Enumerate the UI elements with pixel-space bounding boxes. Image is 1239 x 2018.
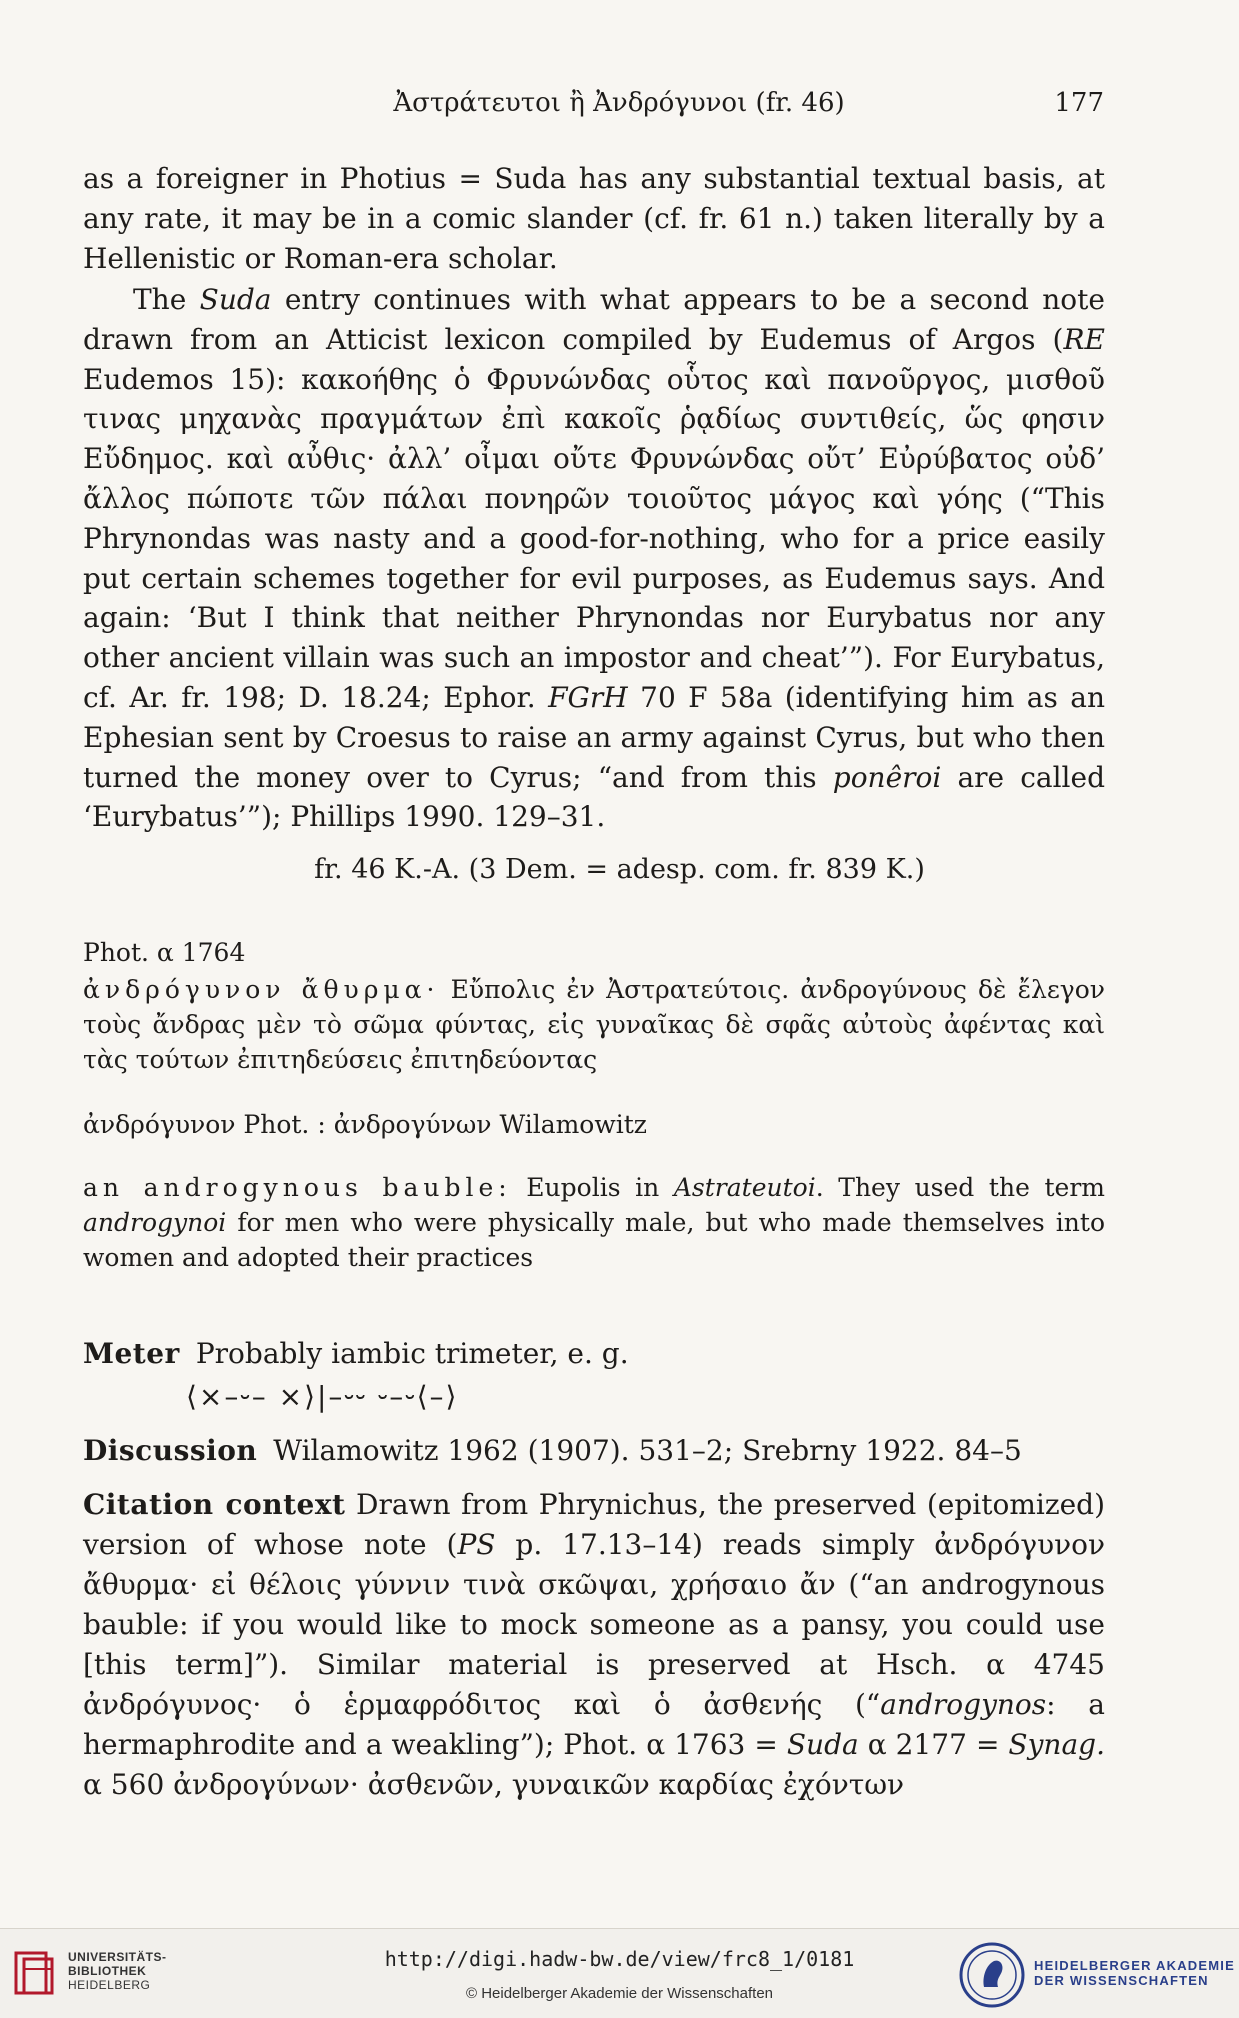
discussion-section [83,1431,1022,1471]
meter-text: Probably iambic trimeter, e. g. [195,1337,629,1370]
reference-abbrev: PS [457,1528,496,1561]
fragment-heading: fr. 46 K.-A. (3 Dem. = adesp. com. fr. 839 K.) [314,854,925,885]
copyright-notice: © Heidelberger Akademie der Wissenschaften [465,1985,774,2002]
commentary-text: are called ‘Eurybatus’”); Phillips 1990. 129–31. [83,760,1105,834]
academy-name: HEIDELBERGER AKADEMIE DER WISSENSCHAFTEN [1034,1958,1235,1988]
work-title: Synag. [1008,1728,1105,1761]
term: androgynoi [83,1208,227,1237]
meter-label: Meter [83,1337,180,1370]
viewer-footer [0,1928,1239,2018]
translation-lemma: an androgynous bauble: [83,1173,512,1202]
fragment-greek-text [83,972,1105,1077]
commentary-text: The [133,283,200,316]
term: ponêroi [832,760,942,794]
reference-abbrev: RE [1063,322,1105,356]
reference-abbrev: FGrH [548,680,628,714]
discussion-text: Wilamowitz 1962 (1907). 531–2; Srebrny 1922. 84–5 [273,1434,1022,1467]
page-number: 177 [1054,88,1104,118]
fragment-translation: an androgynous bauble: Eupolis in Astrateutoi. They used the term androgynoi for men who were physically male, but who made themselves into women and adopted their practices [83,1173,1105,1272]
discussion-label: Discussion [83,1434,258,1467]
commentary-text: 70 F 58a (identifying him as an Ephesian sent by Croesus to raise an army against Cyrus, but who then turned the money over to Cyrus; “and from this [83,680,1105,794]
commentary-text: Eudemos 15): κακοήθης ὁ Φρυνώνδας οὗτος καὶ πανοῦργος, μισθοῦ τινας μηχανὰς πραγμάτων ἐπὶ κακοῖς ῥᾳδίως συντιθείς, ὥς φησιν Εὔδημος. καὶ αὖθις· ἀλλ’ οἶμαι οὔτε Φρυνώνδας οὔτ’ Εὐρύβατος οὐδ’ ἄλλος πώποτε τῶν πάλαι πονηρῶν τοιοῦτος μάγος καὶ γόης (“This Phrynondas was nasty and a good-for-nothing, who for a price easily put certain schemes together for evil purposes, as Eudemus says. And again: ‘But I think that neither Phrynondas nor Eurybatus nor any other ancient villain was such an impostor and cheat’”). For Eurybatus, cf. Ar. fr. 198; D. 18.24; Ephor. [83,362,1105,714]
fragment-greek: Εὔπολις ἐν Ἀστρατεύτοις. ἀνδρογύνους δὲ ἔλεγον τοὺς ἄνδρας μὲν τὸ σῶμα φύντας, εἰς γυναῖκας δὲ σφᾶς αὐτοὺς ἀφέντας καὶ τὰς τούτων ἐπιτηδεύσεις ἐπιτηδεύοντας [83,975,1105,1074]
commentary-text: entry continues with what appears to be a second note drawn from an Atticist lexicon compiled by Eudemus of Argos ( [83,283,1105,356]
work-title: Suda [199,283,272,316]
running-head-title: Ἀστράτευτοι ἢ Ἀνδρόγυνοι (fr. 46) [393,88,845,118]
citation-context-section: Citation context Drawn from Phrynichus, the preserved (epitomized) version of whose note (PS p. 17.13–14) reads simply ἀνδρόγυνον ἄθυρμα· εἰ θέλοις γύννιν τινὰ σκῶψαι, χρήσαιο ἄν (“an androgynous bauble: if you would like to mock someone as a pansy, you could use [this term]”). Similar material is preserved at Hsch. α 4745 ἀνδρόγυνος· ὁ ἑρμαφρόδιτος καὶ ὁ ἀσθενής (“androgynos: a hermaphrodite and a weakling”); Phot. α 1763 = Suda α 2177 = Synag. α 560 ἀνδρογύνων· ἀσθενῶν, γυναικῶν καρδίας ἐχόντων [83,1488,1106,1801]
commentary-paragraph-1 [83,159,1105,278]
university-library-name: UNIVERSITÄTS- BIBLIOTHEK HEIDELBERG [68,1950,167,1992]
fragment-source: Phot. α 1764 [83,938,246,967]
play-title: Astrateutoi [673,1173,816,1202]
citation-label: Citation context [83,1488,346,1521]
permalink-url[interactable]: http://digi.hadw-bw.de/view/frc8_1/0181 [384,1947,855,1971]
academy-seal-icon [958,1941,1026,2009]
term: androgynos [880,1688,1047,1721]
work-title: Suda [786,1728,859,1761]
apparatus-criticus: ἀνδρόγυνον Phot. : ἀνδρογύνων Wilamowitz [83,1110,647,1139]
commentary-text: as a foreigner in Photius = Suda has any substantial textual basis, at any rate, it may be in a comic slander (cf. fr. 61 n.) taken literally by a Hellenistic or Roman-era scholar. [83,162,1105,275]
meter-scheme: ⟨×–⏑– ×⟩|–⏑⏑ ⏑–⏑⟨–⟩ [186,1380,459,1413]
meter-section [83,1334,629,1374]
commentary-paragraph-2 [83,280,1105,837]
fragment-lemma: ἀνδρόγυνον ἄθυρμα· [83,975,440,1004]
